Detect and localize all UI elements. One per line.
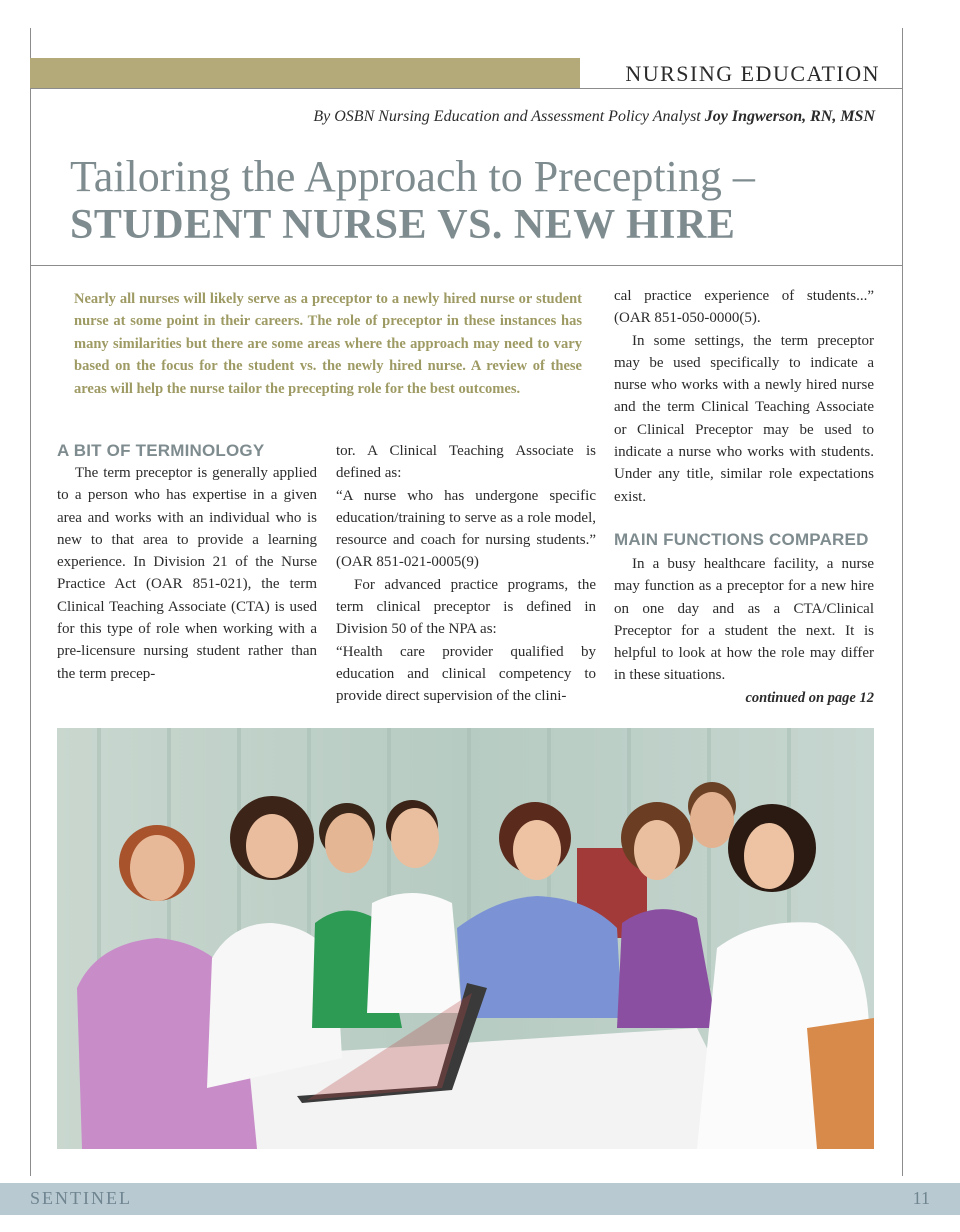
paragraph: For advanced practice programs, the term clinical preceptor is defined in Division 50 of the NPA as: [336,576,596,638]
footer-bar [0,1183,960,1215]
publication-name: SENTINEL [30,1188,132,1208]
article-title-line1: Tailoring the Approach to Precepting – [70,152,755,201]
body-column-1 [57,462,317,685]
quote-paragraph: “Health care provider qualified by education and clinical competency to provide direct supervision of the clini- [336,643,596,705]
header-divider [30,88,903,89]
continued-note: continued on page 12 [745,689,874,706]
paragraph: The term preceptor is generally applied to a person who has expertise in a given area and works with an individual who is new to that area to provide a learning experience. In Division 21 of the Nurse Practice Act (OAR 851-021), the term Clinical Teaching Associate (CTA) is used for this type of role when working with a pre-licensure nursing student rather than the term precep- [57,465,317,682]
byline [60,108,875,126]
paragraph: tor. A Clinical Teaching Associate is defined as: [336,443,596,482]
byline-author: Joy Ingwerson, RN, MSN [704,108,875,125]
page-frame-right [902,28,903,1176]
paragraph: In a busy healthcare facility, a nurse may function as a preceptor for a new hire on one day and as a CTA/Clinical Preceptor for a student the next. It is helpful to look at how the role may differ in these situations. [614,556,874,684]
group-photo-nurses [57,728,874,1149]
section-heading-terminology: A BIT OF TERMINOLOGY [57,441,265,460]
body-column-3-continued [614,553,874,709]
header-band [30,58,580,88]
byline-prefix: By OSBN Nursing Education and Assessment Policy Analyst [313,108,705,125]
title-divider [30,265,903,266]
paragraph: In some settings, the term preceptor may be used specifically to indicate a nurse who works with a newly hired nurse and the term Clinical Teaching Associate or Clinical Preceptor may be used to indicate a nurse who works with students. Under any title, similar role expectations exist. [614,332,874,505]
paragraph: cal practice experience of students...” (OAR 851-050-0000(5). [614,288,874,327]
section-heading-functions: MAIN FUNCTIONS COMPARED [614,530,869,549]
page-frame-left [30,28,31,1176]
article-title-line2: STUDENT NURSE VS. NEW HIRE [70,202,736,248]
article-intro: Nearly all nurses will likely serve as a preceptor to a newly hired nurse or student nurse at some point in their careers. The role of preceptor in these instances has many similarities but there are some areas where the approach may need to vary based on the focus for the student vs. the newly hired nurse. A review of these areas will help the nurse tailor the precepting role for the best outcomes. [74,291,582,397]
body-column-3 [614,285,874,508]
quote-paragraph: “A nurse who has undergone specific education/training to serve as a role model, resource and coach for nursing students.” (OAR 851-021-0005(9) [336,487,596,571]
section-label: NURSING EDUCATION [625,61,880,86]
page-number: 11 [912,1188,930,1208]
body-column-2 [336,440,596,708]
